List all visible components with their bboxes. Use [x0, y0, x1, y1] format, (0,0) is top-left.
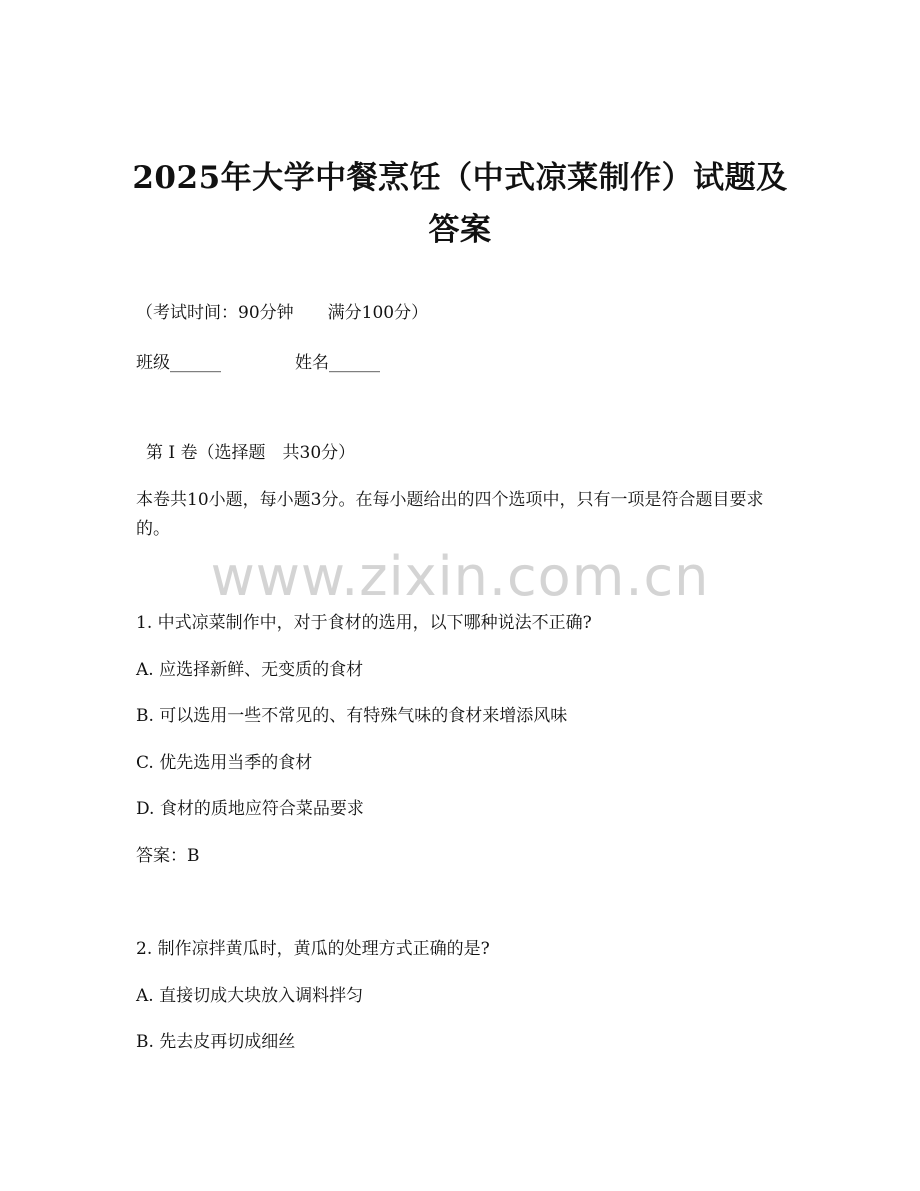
exam-info: （考试时间：90分钟 满分100分）: [136, 303, 429, 323]
question-1-option-a: A. 应选择新鲜、无变质的食材: [136, 660, 364, 680]
question-1-option-d: D. 食材的质地应符合菜品要求: [136, 799, 364, 819]
section-title: 第 I 卷（选择题 共30分）: [146, 443, 356, 463]
question-1-stem: 1. 中式凉菜制作中，对于食材的选用，以下哪种说法不正确?: [136, 613, 592, 633]
section-intro: 本卷共10小题，每小题3分。在每小题给出的四个选项中，只有一项是符合题目要求的。: [136, 490, 764, 539]
question-2-option-a: A. 直接切成大块放入调料拌匀: [136, 986, 364, 1006]
question-1-option-b: B. 可以选用一些不常见的、有特殊气味的食材来增添风味: [136, 706, 568, 726]
name-field: 姓名______: [295, 353, 380, 373]
question-2-stem: 2. 制作凉拌黄瓜时，黄瓜的处理方式正确的是?: [136, 939, 490, 959]
document-title: 2025年大学中餐烹饪（中式凉菜制作）试题及答案: [132, 160, 788, 248]
class-field: 班级______: [136, 353, 221, 373]
question-1-answer: 答案：B: [136, 846, 200, 866]
question-2-option-b: B. 先去皮再切成细丝: [136, 1032, 296, 1052]
watermark: www.zixin.com.cn: [210, 545, 710, 608]
question-1-option-c: C. 优先选用当季的食材: [136, 753, 313, 773]
